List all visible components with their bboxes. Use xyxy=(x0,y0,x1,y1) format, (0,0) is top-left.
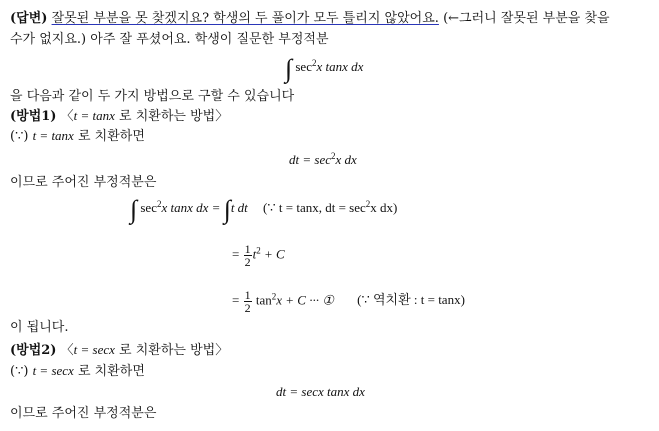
answer-text-rest: (←그러니 잘못된 부분을 찾을 xyxy=(443,11,610,26)
method2-dt-equation: dt = secx tanx dx xyxy=(276,384,365,399)
method1-step3: = $\frac{1}{2}$ $\tan^2x + C$ ··· ① (∵ 역치환 : t = tanx) xyxy=(232,288,465,315)
integral-symbol: ∫ xyxy=(130,195,138,224)
method2-substitution: (∵) t = secx 로 치환하면 xyxy=(10,363,145,379)
method2-label: (방법2) xyxy=(10,343,57,358)
method1-label: (방법1) xyxy=(10,109,57,124)
method2-then-text: 이므로 주어진 부정적분은 xyxy=(10,406,157,421)
method1-step2: = $\frac{1}{2}$ $t^2 + C$ xyxy=(232,242,285,269)
intro-text: 을 다음과 같이 두 가지 방법으로 구할 수 있습니다 xyxy=(10,89,295,104)
integral-symbol: ∫ xyxy=(285,54,293,83)
answer-line-2: 수가 없지요.) 아주 잘 푸셨어요. 학생이 질문한 부정적분 xyxy=(10,32,329,47)
method2-heading: (방법2) 〈t = secx 로 치환하는 방법〉 xyxy=(10,342,229,358)
method1-done-text: 이 됩니다. xyxy=(10,320,69,335)
fraction: $\frac{1}{2}$ xyxy=(244,242,251,269)
method1-substitution: (∵) t = tanx 로 치환하면 xyxy=(10,128,145,144)
answer-line-1 xyxy=(10,10,610,28)
answer-label: (답변) xyxy=(10,11,48,26)
integral-symbol: ∫ xyxy=(223,195,231,224)
method1-heading: (방법1) 〈t = tanx 로 치환하는 방법〉 xyxy=(10,108,229,124)
answer-underlined-text: 잘못된 부분을 못 찾겠지요? 학생의 두 풀이가 모두 틀리지 않았어요. xyxy=(51,11,439,26)
method1-dt-equation: dt = $\sec^2x$ dx xyxy=(289,151,357,167)
method1-then-text: 이므로 주어진 부정적분은 xyxy=(10,175,157,190)
fraction: $\frac{1}{2}$ xyxy=(244,288,251,315)
method1-step1: ∫ $\sec^2x$ tanx dx = ∫t dt (∵ t = tanx, dt = $\sec^2x$ dx) xyxy=(130,195,398,224)
main-integral: ∫ $\sec^2x$ tanx dx xyxy=(285,54,364,83)
